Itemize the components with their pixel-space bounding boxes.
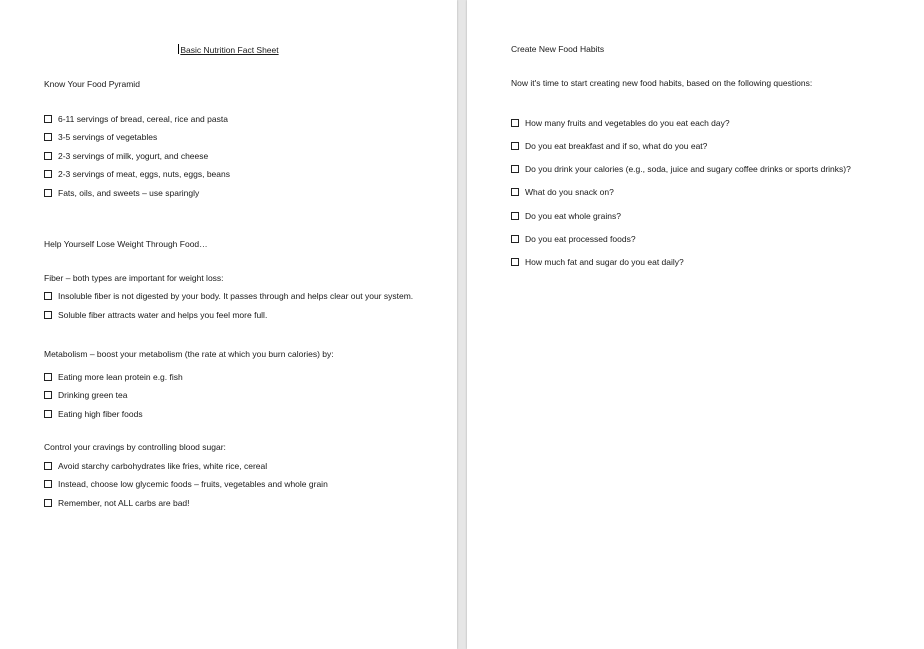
list-item-text: Soluble fiber attracts water and helps you feel more full. (58, 310, 268, 320)
list-item (44, 151, 208, 162)
list-item (44, 132, 157, 143)
list-item-text: Avoid starchy carbohydrates like fries, white rice, cereal (58, 461, 268, 471)
list-item-text: How many fruits and vegetables do you eat each day? (525, 118, 730, 128)
list-item-text: 2-3 servings of meat, eggs, nuts, eggs, beans (58, 169, 230, 179)
habits-heading: Create New Food Habits (511, 44, 605, 54)
list-item (44, 188, 199, 199)
list-item (511, 257, 684, 268)
cravings-heading: Control your cravings by controlling blood sugar: (44, 442, 226, 452)
checkbox[interactable] (44, 115, 52, 123)
list-item (511, 211, 621, 222)
list-item (44, 479, 328, 490)
list-item (44, 114, 228, 125)
checkbox[interactable] (44, 410, 52, 418)
checkbox[interactable] (44, 480, 52, 488)
list-item-text: Do you eat processed foods? (525, 234, 636, 244)
list-item-text: 2-3 servings of milk, yogurt, and cheese (58, 151, 209, 161)
checkbox[interactable] (44, 311, 52, 319)
list-item-text: Insoluble fiber is not digested by your body. It passes through and helps clear out your system. (58, 291, 414, 301)
list-item (44, 372, 183, 383)
checkbox[interactable] (511, 235, 519, 243)
list-item-text: Instead, choose low glycemic foods – fruits, vegetables and whole grain (58, 479, 328, 489)
list-item-text: 6-11 servings of bread, cereal, rice and pasta (58, 114, 228, 124)
list-item (511, 187, 614, 198)
page-title-text: Basic Nutrition Fact Sheet (180, 45, 279, 55)
pyramid-heading: Know Your Food Pyramid (44, 79, 140, 89)
checkbox[interactable] (44, 373, 52, 381)
checkbox[interactable] (44, 391, 52, 399)
list-item (511, 164, 851, 175)
list-item-text: What do you snack on? (525, 187, 614, 197)
list-item-text: Eating high fiber foods (58, 409, 143, 419)
list-item-text: Remember, not ALL carbs are bad! (58, 498, 190, 508)
list-item (44, 409, 143, 420)
list-item (511, 234, 636, 245)
checkbox[interactable] (44, 462, 52, 470)
checkbox[interactable] (511, 142, 519, 150)
list-item (44, 498, 190, 509)
list-item-text: Do you drink your calories (e.g., soda, juice and sugary coffee drinks or sports drinks)? (525, 164, 851, 174)
checkbox[interactable] (511, 165, 519, 173)
list-item (44, 310, 267, 321)
list-item-text: Fats, oils, and sweets – use sparingly (58, 188, 200, 198)
list-item-text: 3-5 servings of vegetables (58, 132, 158, 142)
page-title[interactable] (0, 44, 457, 55)
habits-intro: Now it's time to start creating new food habits, based on the following questions: (511, 78, 813, 88)
list-item-text: How much fat and sugar do you eat daily? (525, 257, 684, 267)
metabolism-heading: Metabolism – boost your metabolism (the rate at which you burn calories) by: (44, 349, 334, 359)
weight-heading: Help Yourself Lose Weight Through Food… (44, 239, 208, 249)
checkbox[interactable] (511, 258, 519, 266)
checkbox[interactable] (44, 292, 52, 300)
list-item-text: Do you eat whole grains? (525, 211, 621, 221)
list-item-text: Drinking green tea (58, 390, 128, 400)
list-item (44, 461, 267, 472)
document-page-1 (0, 0, 457, 649)
list-item (511, 141, 707, 152)
fiber-heading: Fiber – both types are important for weight loss: (44, 273, 224, 283)
list-item-text: Eating more lean protein e.g. fish (58, 372, 183, 382)
checkbox[interactable] (511, 212, 519, 220)
checkbox[interactable] (511, 188, 519, 196)
list-item (511, 118, 730, 129)
checkbox[interactable] (44, 189, 52, 197)
checkbox[interactable] (44, 152, 52, 160)
checkbox[interactable] (44, 133, 52, 141)
list-item (44, 390, 127, 401)
list-item (44, 291, 413, 302)
list-item-text: Do you eat breakfast and if so, what do you eat? (525, 141, 708, 151)
checkbox[interactable] (44, 170, 52, 178)
list-item (44, 169, 230, 180)
checkbox[interactable] (44, 499, 52, 507)
document-page-2 (467, 0, 924, 649)
checkbox[interactable] (511, 119, 519, 127)
